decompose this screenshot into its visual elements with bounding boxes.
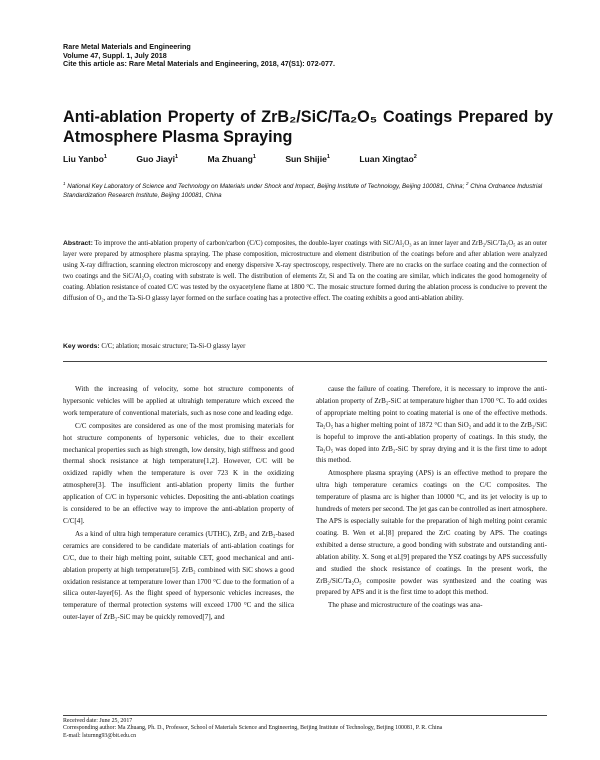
divider-footnote: [63, 715, 547, 716]
author-5: Luan Xingtao$^2$: [359, 154, 417, 164]
keywords-text: C/C; ablation; mosaic structure; Ta-Si-O glassy layer: [101, 343, 246, 350]
author-2: Guo Jiayi$^1$: [136, 154, 179, 164]
footnote: [63, 718, 553, 740]
keywords-label: Key words:: [63, 343, 100, 350]
paragraph: C/C composites are considered as one of the most promising materials for hot structure components of hypersonic vehicles, due to their excellent mechanical properties such as high strength, low density, high stiffness and good thermal shock resistance at high temperature[1,2]. However, C/C will be oxidized rapidly when the temperature is over 723 K in the oxidizing atmosphere[3]. The insufficient anti-ablation property limits the further application of C/C in hypersonic vehicles. Depositing the anti-ablation coatings is considered to be an effective way to improve the anti-ablation property of C/C[4].: [63, 421, 294, 525]
abstract-label: Abstract:: [63, 240, 93, 247]
author-list: [63, 154, 543, 164]
paper-title: Anti-ablation Property of ZrB₂/SiC/Ta₂O₅ Coatings Prepared by Atmosphere Plasma Spraying: [63, 108, 553, 146]
received-date: Received date: June 25, 2017: [63, 718, 133, 724]
journal-name: Rare Metal Materials and Engineering: [63, 42, 191, 51]
paragraph: With the increasing of velocity, some hot structure components of hypersonic vehicles will be applied at ultrahigh temperature which exceed the work temperature of conventional materials, such as nose cone and leading edge.: [63, 385, 294, 417]
paragraph: The phase and microstructure of the coatings was ana-: [328, 601, 483, 610]
body-column-left: [63, 384, 294, 624]
journal-header: [63, 43, 543, 69]
body-column-right: [316, 384, 547, 612]
author-3: Ma Zhuang$^1$: [207, 154, 256, 164]
abstract: [63, 238, 547, 304]
email: E-mail: lsturnng93@bit.edu.cn: [63, 732, 137, 739]
citation-line: Cite this article as: Rare Metal Materials and Engineering, 2018, 47(S1): 072-077.: [63, 59, 336, 69]
abstract-text: To improve the anti-ablation property of carbon/carbon (C/C) composites, the double-layer coatings with SiC/Al₂O₃ as an inner layer and ZrB₂/SiC/Ta₂O₅ as an outer layer were prepared by atmosphere plasma spraying. The phase composition, microstructure and element distribution of the coatings before and after ablation were analyzed using X-ray diffraction, scanning electron microscopy and energy dispersive X-ray spectroscopy, respectively. There are no cracks on the surface coating and the connection of two coatings and the SiC/Al₂O₃ coating with substrate is well. The distribution of elements Zr, Si and Ta on the coating are similar, which indicates the good homogeneity of coating. Ablation resistance of coated C/C was tested by the oxyacetylene flame at 1800 °C. The mosaic structure formed during the ablation process is conducive to prevent the diffusion of O₂, and the Ta-Si-O glassy layer formed on the surface coating has a protective effect. The coating exhibits a good anti-ablation ability.: [63, 240, 547, 302]
affiliations: [63, 180, 553, 201]
journal-volume: Volume 47, Suppl. 1, July 2018: [63, 50, 167, 60]
divider-top: [63, 361, 547, 362]
affiliation-2: China Ordnance Industrial Standardization Research Institute, Beijing 100081, China: [63, 183, 543, 199]
author-4: Sun Shijie$^1$: [285, 154, 330, 164]
affiliation-1-mark: 1: [63, 181, 66, 186]
affiliation-1: National Key Laboratory of Science and Technology on Materials under Shock and Impact, Beijing Institute of Technology, Beijing 100081, China;: [67, 183, 465, 191]
affiliation-2-mark: 2: [466, 181, 469, 186]
corresponding-author: Corresponding author: Ma Zhuang, Ph. D., Professor, School of Materials Science and Engineering, Beijing Institute of Technology, Beijing 100081, P. R. China: [63, 725, 443, 732]
paragraph: Atmosphere plasma spraying (APS) is an effective method to prepare the ultra high temperature ceramics coatings on the C/C composites. The temperature of plasma arc is higher than 10000 °C, and its jet velocity is up to hundreds of meters per second. The jet gas can be controlled as inert atmosphere. The APS is especially suitable for the preparation of high melting point ceramic coating. B. Wen et al.[8] prepared the ZrC coating by APS. The coatings exhibited a dense structure, a good bonding with substrate and outstanding anti-ablation ability. X. Song et al.[9] prepared the YSZ coatings by APS successfully and studied the shock resistance of coatings. In the present work, the ZrB₂/SiC/Ta₂O₅ composite powder was synthesized and the coating was prepared by APS and it is the first time to adopt this method.: [316, 469, 547, 597]
author-1: Liu Yanbo$^1$: [63, 154, 107, 164]
paragraph: cause the failure of coating. Therefore, it is necessary to improve the anti-ablation property of ZrB₂-SiC at temperature higher than 1700 °C. To add oxides of appropriate melting point to coating material is one of the effective methods. Ta₂O₅ has a higher melting point of 1872 °C than SiO₂ and add it to the ZrB₂/SiC is hopeful to improve the anti-ablation property of coatings. In this study, the Ta₂O₅ was doped into ZrB₂-SiC by spray drying and it is the first time to adopt this method.: [316, 385, 547, 465]
paragraph: As a kind of ultra high temperature ceramics (UTHC), ZrB₂ and ZrB₂-based ceramics are considered to be candidate materials of anti-ablation coatings for C/C, due to their high melting point, suitable CET, good mechanical and anti-ablation property at high temperature[5]. ZrB₂ combined with SiC shows a good oxidation resistance at temperature lower than 1700 °C due to the formation of a silica outer-layer[6]. As the flight speed of hypersonic vehicles increases, the temperature of thermal protection systems will exceed 1700 °C and the silica outer-layer of ZrB₂-SiC may be quickly removed[7], and: [63, 529, 294, 622]
keywords: [63, 341, 547, 352]
